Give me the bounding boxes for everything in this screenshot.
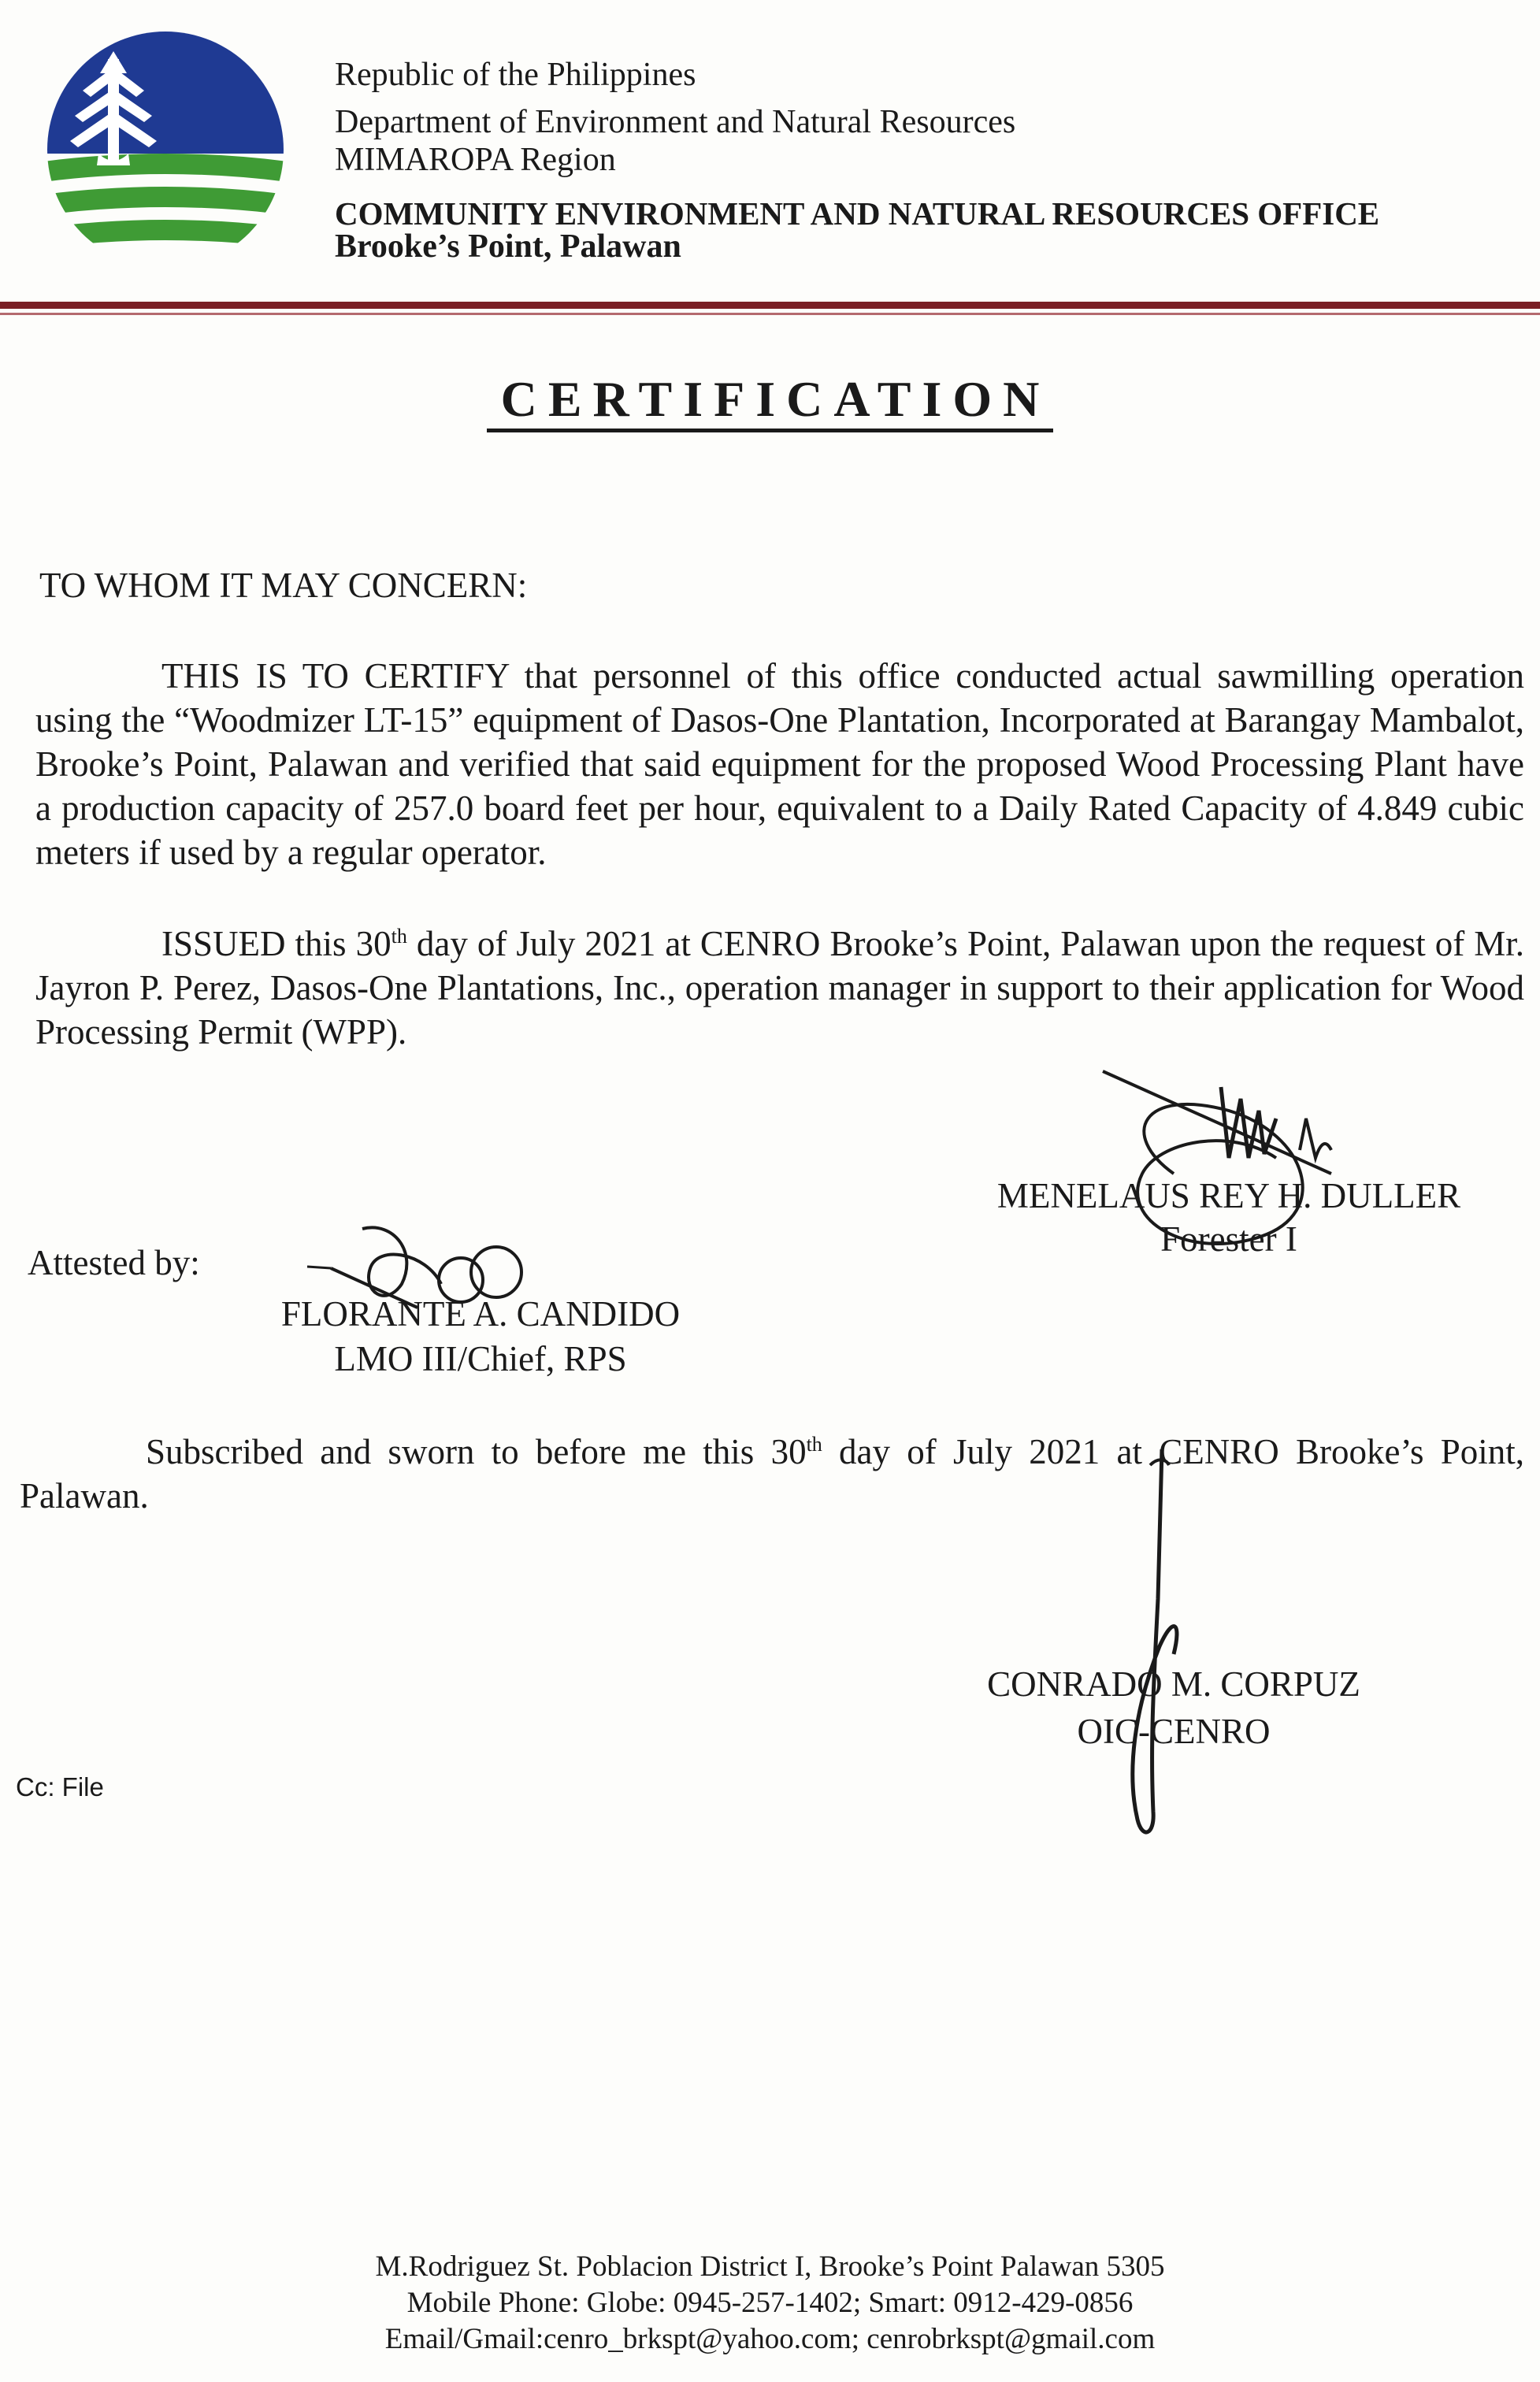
paragraph-3-day-suffix: th [806,1433,822,1456]
header-region: MIMAROPA Region [335,142,616,178]
header-office: COMMUNITY ENVIRONMENT AND NATURAL RESOURCES OFFICE [335,195,1380,232]
paragraph-2-rest: day of July 2021 at CENRO Brooke’s Point, Palawan upon the request of Mr. Jayron P. Perez, Dasos-One Plantations, Inc., operation manager in support to their application for Wood Processing Permit (WPP). [35,924,1524,1052]
footer-address: M.Rodriguez St. Poblacion District I, Brooke’s Point Palawan 5305 [375,2250,1165,2283]
signatory-2-name: FLORANTE A. CANDIDO [280,1294,681,1334]
header-location: Brooke’s Point, Palawan [335,228,681,265]
footer [0,2249,1540,2358]
attested-label: Attested by: [28,1243,200,1282]
header-republic: Republic of the Philippines [335,57,696,93]
header-department: Department of Environment and Natural Resources [335,104,1016,140]
paragraph-2 [35,922,1524,1054]
paragraph-3-rest: day of July 2021 at CENRO Brooke’s Point, Palawan. [20,1432,1525,1516]
paragraph-3 [20,1430,1524,1518]
paragraph-3-start: Subscribed and sworn to before me this 30 [146,1432,807,1471]
footer-email: Email/Gmail:cenro_brkspt@yahoo.com; cenrobrkspt@gmail.com [384,2323,1156,2355]
signatory-1-position: Forester I [1160,1219,1297,1259]
paragraph-2-day-suffix: th [391,925,407,948]
salutation: TO WHOM IT MAY CONCERN: [39,566,528,605]
paragraph-2-start: ISSUED this 30 [161,924,391,963]
document-title: CERTIFICATION [487,371,1054,432]
denr-logo [43,28,288,272]
sworn-paragraph [20,1430,1524,1518]
signatory-3-position: OIC-CENRO [1077,1712,1271,1751]
header-divider [0,302,1540,309]
footer-phone: Mobile Phone: Globe: 0945-257-1402; Smart: 0912-429-0856 [406,2287,1134,2319]
header-divider-thin [0,313,1540,315]
cc-line: Cc: File [16,1772,104,1801]
signatory-2-position: LMO III/Chief, RPS [334,1339,627,1378]
signatory-1-name: MENELAUS REY H. DULLER [996,1176,1461,1215]
issued-paragraph [35,922,1524,1054]
certification-paragraph [35,654,1524,874]
document-title-wrap [0,370,1540,429]
signatory-3-name: CONRADO M. CORPUZ [987,1664,1360,1704]
paragraph-1: THIS IS TO CERTIFY that personnel of this office conducted actual sawmilling operation using the “Woodmizer LT-15” equipment of Dasos-One Plantation, Incorporated at Barangay Mambalot, Brooke’s Point, Palawan and verified that said equipment for the proposed Wood Processing Plant have a production capacity of 257.0 board feet per hour, equivalent to a Daily Rated Capacity of 4.849 cubic meters if used by a regular operator. [35,656,1524,872]
